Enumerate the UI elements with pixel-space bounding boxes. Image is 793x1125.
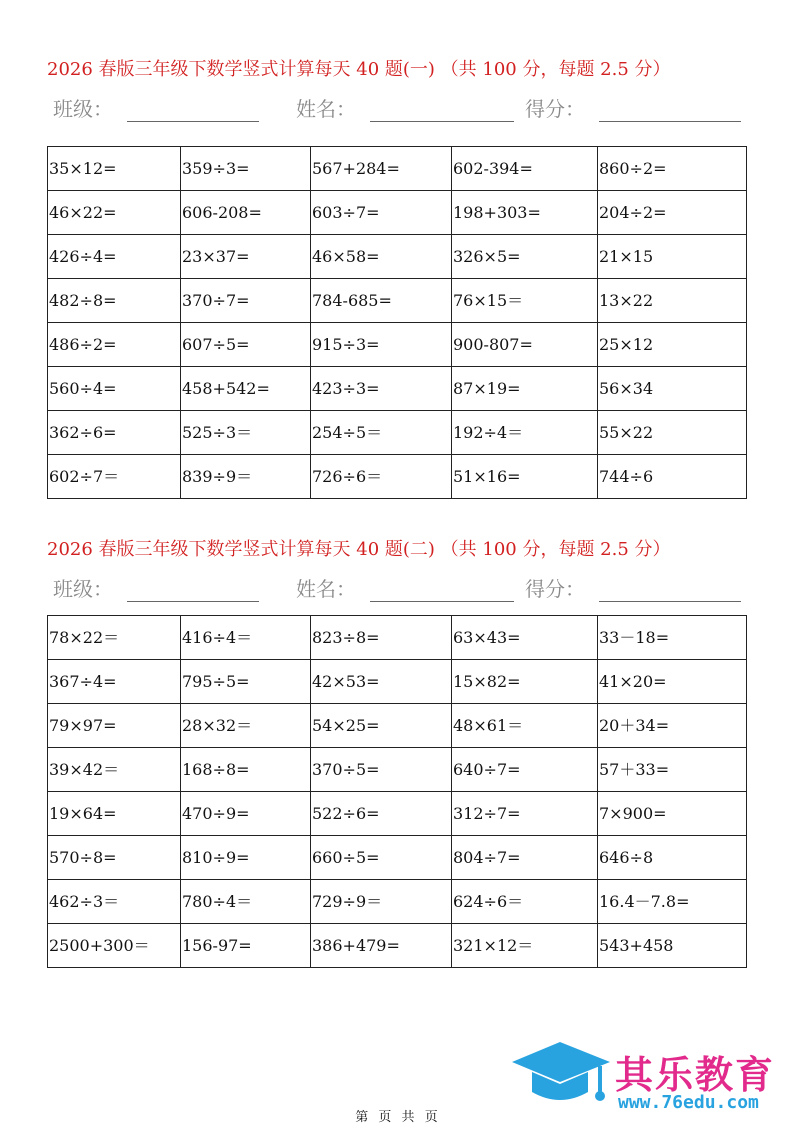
problem-cell: 370÷5= [311, 748, 452, 792]
score-label: 得分： [525, 577, 585, 601]
problem-cell: 426÷4= [48, 235, 181, 279]
table-row [48, 235, 747, 279]
problem-cell: 462÷3＝ [48, 880, 181, 924]
problem-cell: 312÷7= [452, 792, 598, 836]
problem-cell: 156-97= [181, 924, 311, 968]
problem-cell: 79×97= [48, 704, 181, 748]
problem-cell: 423÷3= [311, 367, 452, 411]
problem-table [47, 146, 747, 499]
table-row [48, 455, 747, 499]
problem-cell: 416÷4＝ [181, 616, 311, 660]
problem-cell: 570÷8= [48, 836, 181, 880]
problem-cell: 606-208= [181, 191, 311, 235]
problem-cell: 602-394= [452, 147, 598, 191]
name-label: 姓名： [296, 577, 356, 601]
table-row [48, 411, 747, 455]
problem-cell: 624÷6＝ [452, 880, 598, 924]
problem-cell: 87×19= [452, 367, 598, 411]
problem-cell: 839÷9＝ [181, 455, 311, 499]
problem-cell: 41×20= [598, 660, 747, 704]
name-blank-line[interactable] [370, 121, 514, 122]
score-field [525, 96, 585, 122]
problem-cell: 370÷7= [181, 279, 311, 323]
table-row [48, 616, 747, 660]
problem-cell: 482÷8= [48, 279, 181, 323]
class-blank-line[interactable] [127, 121, 259, 122]
problem-cell: 567+284= [311, 147, 452, 191]
problem-cell: 744÷6 [598, 455, 747, 499]
class-label: 班级： [53, 577, 113, 601]
problem-cell: 33－18= [598, 616, 747, 660]
problem-cell: 192÷4＝ [452, 411, 598, 455]
problem-cell: 76×15＝ [452, 279, 598, 323]
problem-cell: 646÷8 [598, 836, 747, 880]
table-row [48, 748, 747, 792]
problem-cell: 13×22 [598, 279, 747, 323]
problem-cell: 860÷2= [598, 147, 747, 191]
problem-cell: 367÷4= [48, 660, 181, 704]
problem-cell: 35×12= [48, 147, 181, 191]
problem-cell: 915÷3= [311, 323, 452, 367]
problem-cell: 321×12＝ [452, 924, 598, 968]
table-row [48, 880, 747, 924]
problem-cell: 78×22＝ [48, 616, 181, 660]
problem-cell: 56×34 [598, 367, 747, 411]
problem-cell: 603÷7= [311, 191, 452, 235]
problem-cell: 2500+300＝ [48, 924, 181, 968]
problem-cell: 640÷7= [452, 748, 598, 792]
problem-cell: 810÷9= [181, 836, 311, 880]
problem-cell: 198+303= [452, 191, 598, 235]
problem-cell: 25×12 [598, 323, 747, 367]
problem-cell: 470÷9= [181, 792, 311, 836]
name-field [296, 576, 356, 602]
brand-name: 其乐教育 [615, 1053, 776, 1097]
problem-cell: 51×16= [452, 455, 598, 499]
page-footer: 第 页 共 页 [355, 1110, 438, 1125]
problem-table [47, 615, 747, 968]
student-info-fields [53, 96, 753, 126]
name-field [296, 96, 356, 122]
student-info-fields [53, 576, 753, 606]
problem-cell: 42×53= [311, 660, 452, 704]
problem-cell: 48×61＝ [452, 704, 598, 748]
problem-cell: 28×32＝ [181, 704, 311, 748]
problem-cell: 660÷5= [311, 836, 452, 880]
problem-cell: 729÷9＝ [311, 880, 452, 924]
table-row [48, 924, 747, 968]
problem-cell: 543+458 [598, 924, 747, 968]
problem-cell: 386+479= [311, 924, 452, 968]
table-row [48, 191, 747, 235]
problem-cell: 602÷7＝ [48, 455, 181, 499]
problem-cell: 57＋33= [598, 748, 747, 792]
problem-cell: 560÷4= [48, 367, 181, 411]
worksheet-title: 2026 春版三年级下数学竖式计算每天 40 题(一) （共 100 分，每题 2.5 分） [47, 59, 671, 80]
worksheet-title: 2026 春版三年级下数学竖式计算每天 40 题(二) （共 100 分，每题 2.5 分） [47, 539, 671, 560]
problem-cell: 522÷6= [311, 792, 452, 836]
problem-cell: 525÷3＝ [181, 411, 311, 455]
problem-cell: 486÷2= [48, 323, 181, 367]
table-row [48, 367, 747, 411]
problem-cell: 15×82= [452, 660, 598, 704]
problem-cell: 46×58= [311, 235, 452, 279]
problem-cell: 326×5= [452, 235, 598, 279]
problem-cell: 823÷8= [311, 616, 452, 660]
problem-cell: 23×37= [181, 235, 311, 279]
class-label: 班级： [53, 97, 113, 121]
score-blank-line[interactable] [599, 121, 741, 122]
class-field [53, 576, 113, 602]
problem-cell: 19×64= [48, 792, 181, 836]
problem-cell: 204÷2= [598, 191, 747, 235]
problem-cell: 362÷6= [48, 411, 181, 455]
problem-cell: 54×25= [311, 704, 452, 748]
brand-url: www.76edu.com [618, 1092, 759, 1113]
table-row [48, 704, 747, 748]
table-row [48, 660, 747, 704]
problem-cell: 900-807= [452, 323, 598, 367]
table-row [48, 147, 747, 191]
problem-cell: 359÷3= [181, 147, 311, 191]
problem-cell: 21×15 [598, 235, 747, 279]
score-blank-line[interactable] [599, 601, 741, 602]
class-blank-line[interactable] [127, 601, 259, 602]
table-row [48, 792, 747, 836]
problem-cell: 63×43= [452, 616, 598, 660]
problem-cell: 46×22= [48, 191, 181, 235]
problem-cell: 795÷5= [181, 660, 311, 704]
table-row [48, 836, 747, 880]
table-row [48, 323, 747, 367]
problem-cell: 20＋34= [598, 704, 747, 748]
problem-cell: 55×22 [598, 411, 747, 455]
problem-cell: 780÷4＝ [181, 880, 311, 924]
problem-cell: 254÷5＝ [311, 411, 452, 455]
problem-cell: 607÷5= [181, 323, 311, 367]
problem-cell: 16.4－7.8= [598, 880, 747, 924]
problem-cell: 784-685= [311, 279, 452, 323]
problem-cell: 726÷6＝ [311, 455, 452, 499]
score-field [525, 576, 585, 602]
score-label: 得分： [525, 97, 585, 121]
problem-cell: 7×900= [598, 792, 747, 836]
name-blank-line[interactable] [370, 601, 514, 602]
class-field [53, 96, 113, 122]
name-label: 姓名： [296, 97, 356, 121]
problem-cell: 804÷7= [452, 836, 598, 880]
problem-cell: 168÷8= [181, 748, 311, 792]
problem-cell: 458+542= [181, 367, 311, 411]
problem-cell: 39×42＝ [48, 748, 181, 792]
table-row [48, 279, 747, 323]
